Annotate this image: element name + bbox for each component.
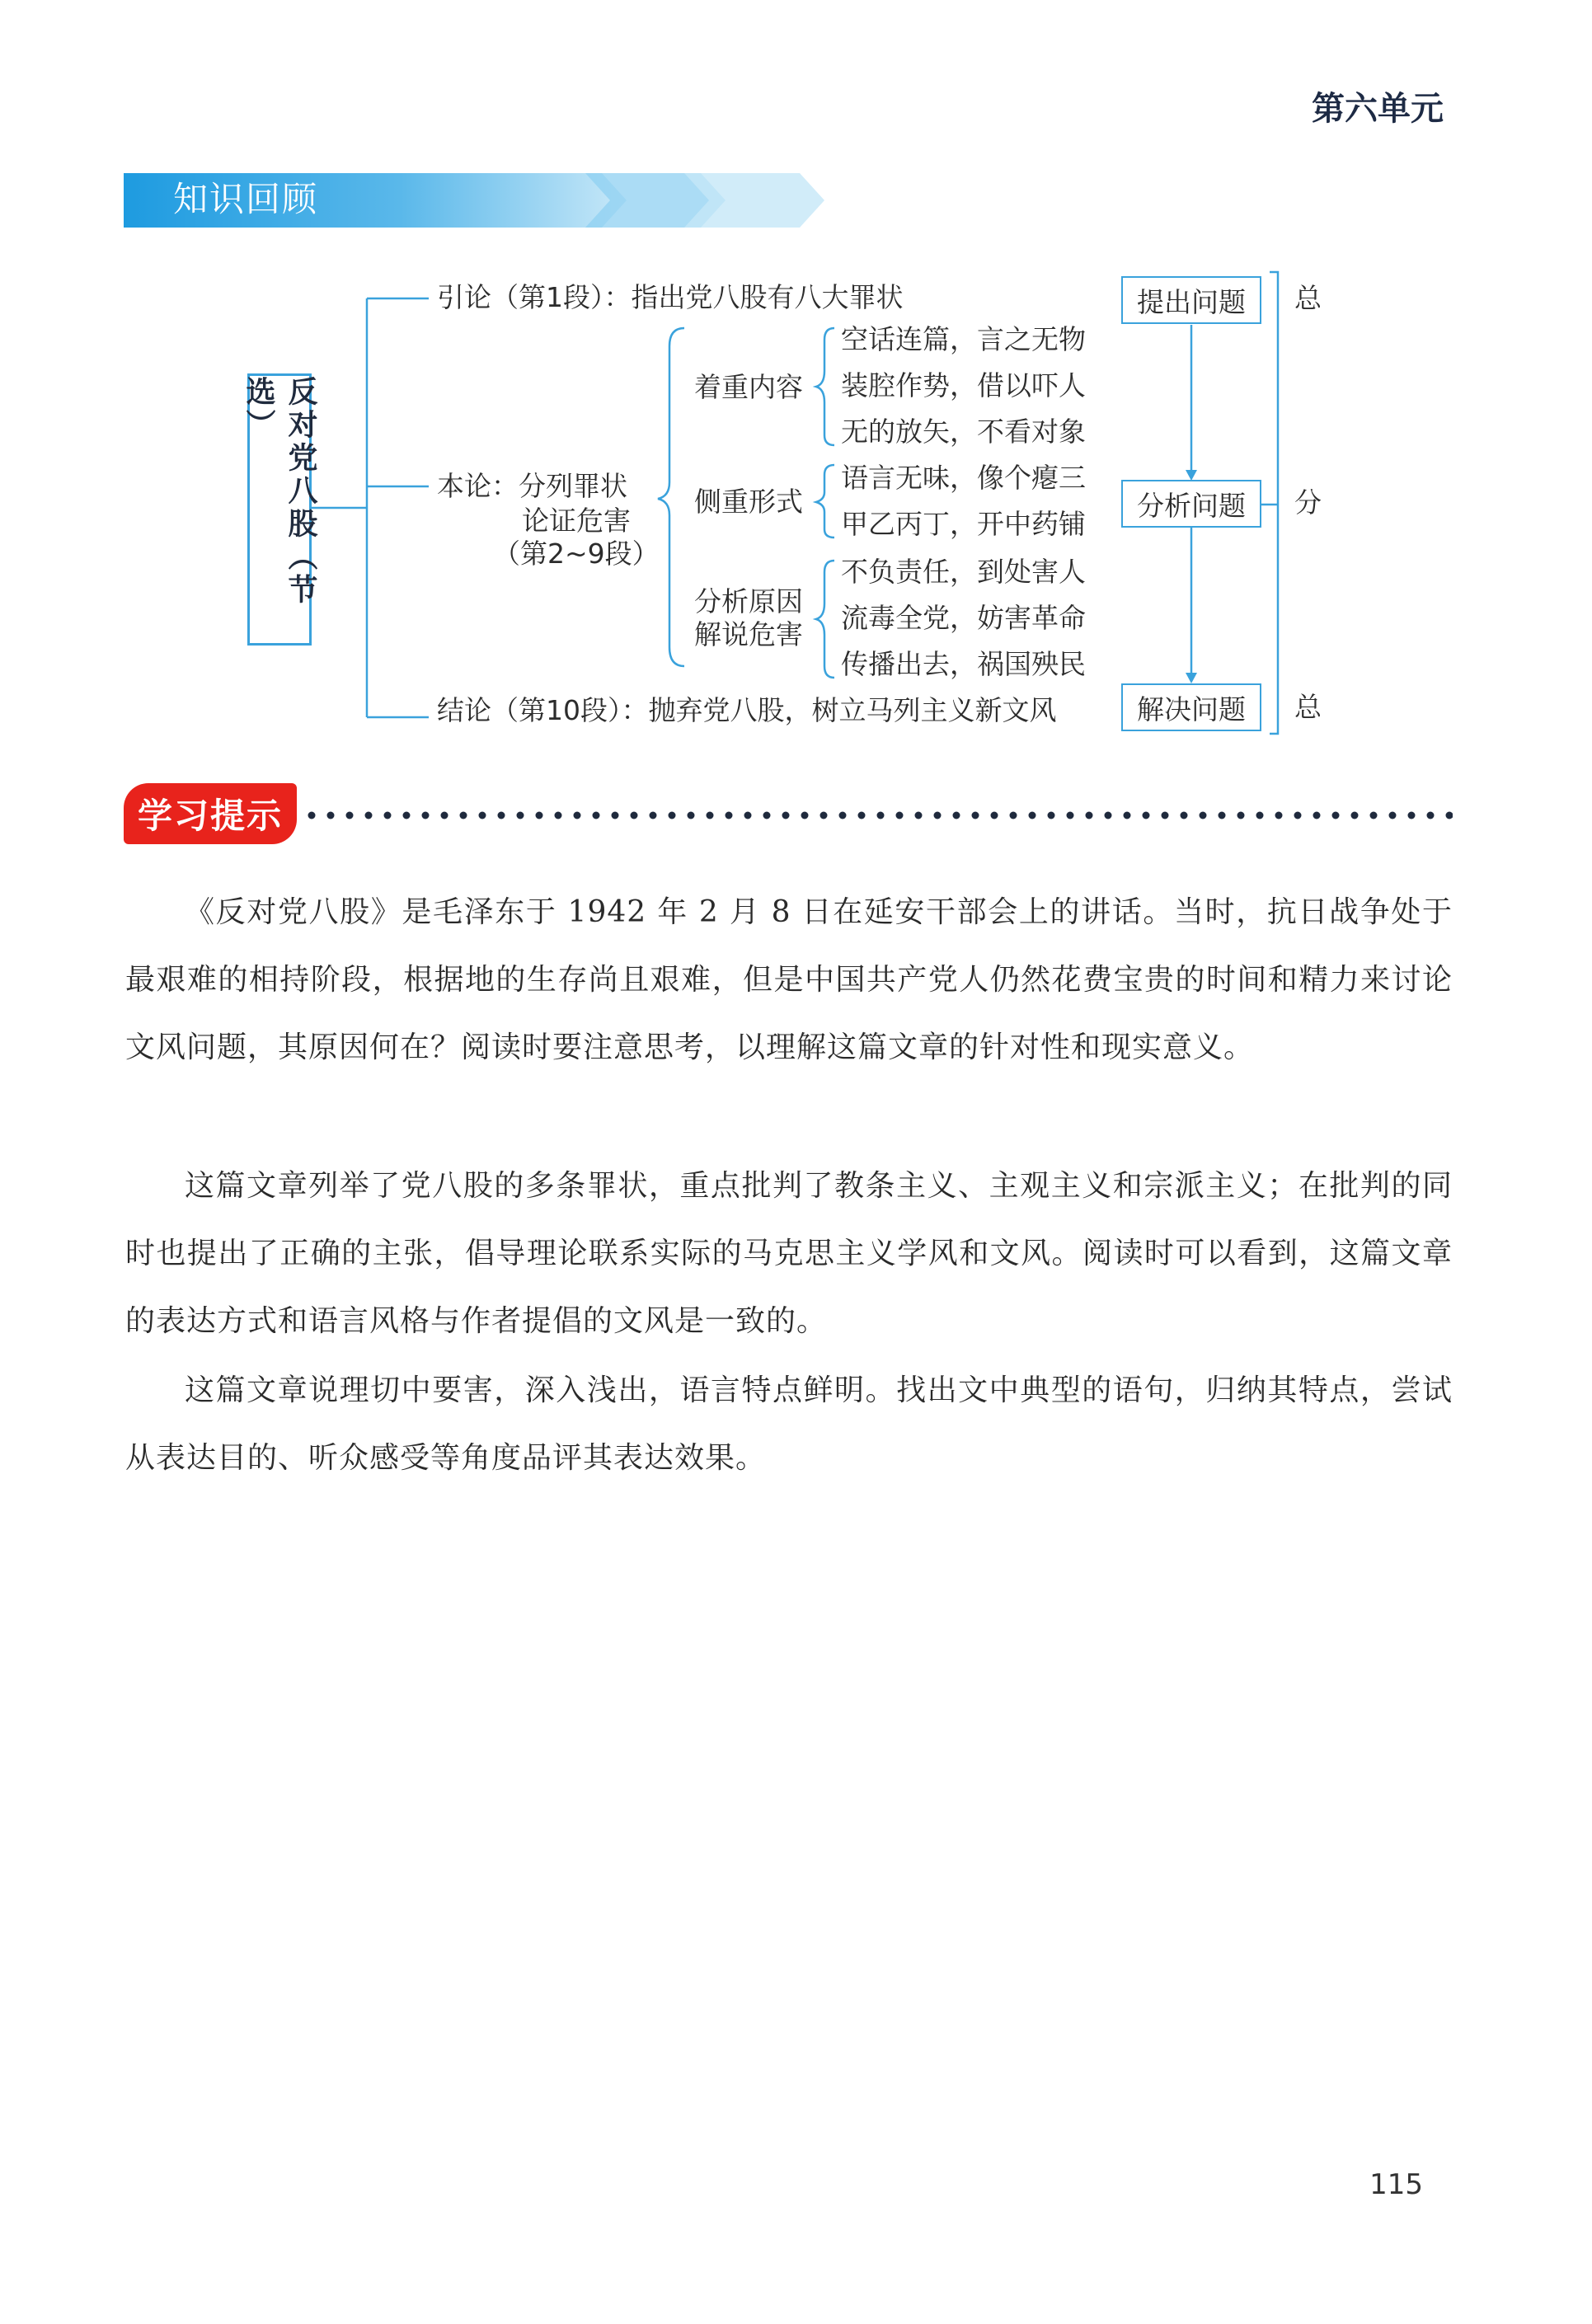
study-tip-paragraph: 《反对党八股》是毛泽东于 1942 年 2 月 8 日在延安干部会上的讲话。当时，抗日战争处于最艰难的相持阶段，根据地的生存尚且艰难，但是中国共产党人仍然花费宝贵的时间和精力来讨论文风问题，其原因何在？阅读时要注意思考，以理解这篇文章的针对性和现实意义。 — [125, 895, 1453, 1064]
page-number: 115 — [1369, 2168, 1423, 2201]
process-box-raise: 提出问题 — [1121, 276, 1261, 324]
group-item: 不负责任，到处害人 — [841, 556, 1086, 588]
group-label: 侧重形式 — [694, 486, 803, 518]
unit-title: 第六单元 — [1312, 90, 1444, 128]
body-label-3: （第2~9段） — [493, 538, 660, 570]
diagram-title: 反对党八股（节选） — [247, 373, 312, 646]
group-item: 无的放矢，不看对象 — [841, 416, 1086, 448]
process-box-analyze: 分析问题 — [1121, 480, 1261, 528]
conclusion-branch: 结论（第10段）：抛弃党八股，树立马列主义新文风 — [437, 694, 1057, 726]
dotted-divider — [307, 810, 1453, 821]
group-item: 流毒全党，妨害革命 — [841, 602, 1086, 634]
study-tips-heading: 学习提示 — [124, 783, 297, 844]
group-item: 传播出去，祸国殃民 — [841, 648, 1086, 680]
intro-branch: 引论（第1段）：指出党八股有八大罪状 — [437, 281, 904, 313]
group-label: 解说危害 — [694, 618, 803, 650]
body-label-1: 本论：分列罪状 — [437, 470, 627, 502]
structure-label-total: 总 — [1294, 691, 1322, 723]
group-item: 语言无味，像个瘪三 — [841, 462, 1086, 494]
group-item: 空话连篇，言之无物 — [841, 323, 1086, 355]
study-tip-paragraph: 这篇文章列举了党八股的多条罪状，重点批判了教条主义、主观主义和宗派主义；在批判的同时也提出了正确的主张，倡导理论联系实际的马克思主义学风和文风。阅读时可以看到，这篇文章的表达方式和语言风格与作者提倡的文风是一致的。 — [125, 1169, 1453, 1338]
body-label-2: 论证危害 — [522, 505, 631, 537]
knowledge-review-heading: 知识回顾 — [173, 179, 319, 219]
group-label: 着重内容 — [694, 371, 803, 403]
group-item: 装腔作势，借以吓人 — [841, 369, 1086, 401]
structure-label-part: 分 — [1294, 486, 1322, 519]
process-box-solve: 解决问题 — [1121, 683, 1261, 731]
structure-label-total: 总 — [1294, 282, 1322, 314]
group-label: 分析原因 — [694, 585, 803, 617]
study-tip-paragraph: 这篇文章说理切中要害，深入浅出，语言特点鲜明。找出文中典型的语句，归纳其特点，尝试从表达目的、听众感受等角度品评其表达效果。 — [125, 1373, 1453, 1475]
group-item: 甲乙丙丁，开中药铺 — [841, 508, 1086, 540]
